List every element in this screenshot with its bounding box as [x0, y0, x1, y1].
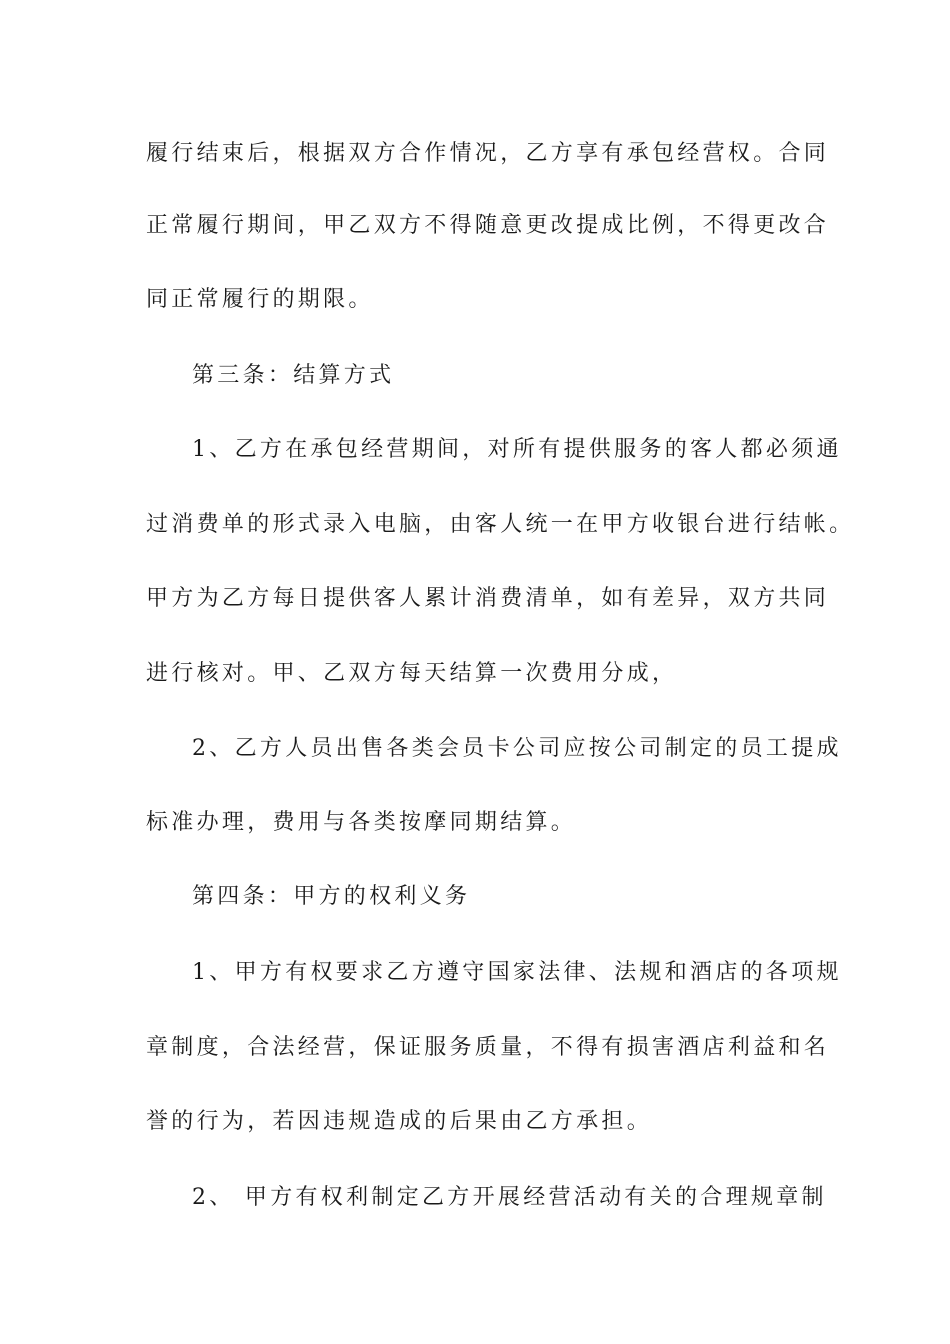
paragraph-line: 1、乙方在承包经营期间，对所有提供服务的客人都必须通 [192, 437, 842, 462]
paragraph-line: 1、甲方有权要求乙方遵守国家法律、法规和酒店的各项规 [192, 960, 842, 985]
paragraph-line: 章制度，合法经营，保证服务质量，不得有损害酒店利益和名 [146, 1035, 830, 1060]
paragraph-line: 同正常履行的期限。 [146, 287, 374, 312]
paragraph-line: 2、乙方人员出售各类会员卡公司应按公司制定的员工提成 [192, 736, 842, 761]
paragraph-line: 誉的行为，若因违规造成的后果由乙方承担。 [146, 1109, 653, 1134]
section-heading: 第三条：结算方式 [192, 363, 395, 388]
paragraph-line: 2、 甲方有权利制定乙方开展经营活动有关的合理规章制 [192, 1185, 827, 1210]
paragraph-line: 正常履行期间，甲乙双方不得随意更改提成比例，不得更改合 [146, 213, 830, 238]
paragraph-line: 甲方为乙方每日提供客人累计消费清单，如有差异，双方共同 [146, 586, 830, 611]
paragraph-line: 标准办理，费用与各类按摩同期结算。 [146, 810, 577, 835]
section-heading: 第四条：甲方的权利义务 [192, 884, 471, 909]
paragraph-line: 过消费单的形式录入电脑，由客人统一在甲方收银台进行结帐。 [146, 512, 855, 537]
paragraph-line: 履行结束后，根据双方合作情况，乙方享有承包经营权。合同 [146, 141, 830, 166]
paragraph-line: 进行核对。甲、乙双方每天结算一次费用分成， [146, 661, 678, 686]
